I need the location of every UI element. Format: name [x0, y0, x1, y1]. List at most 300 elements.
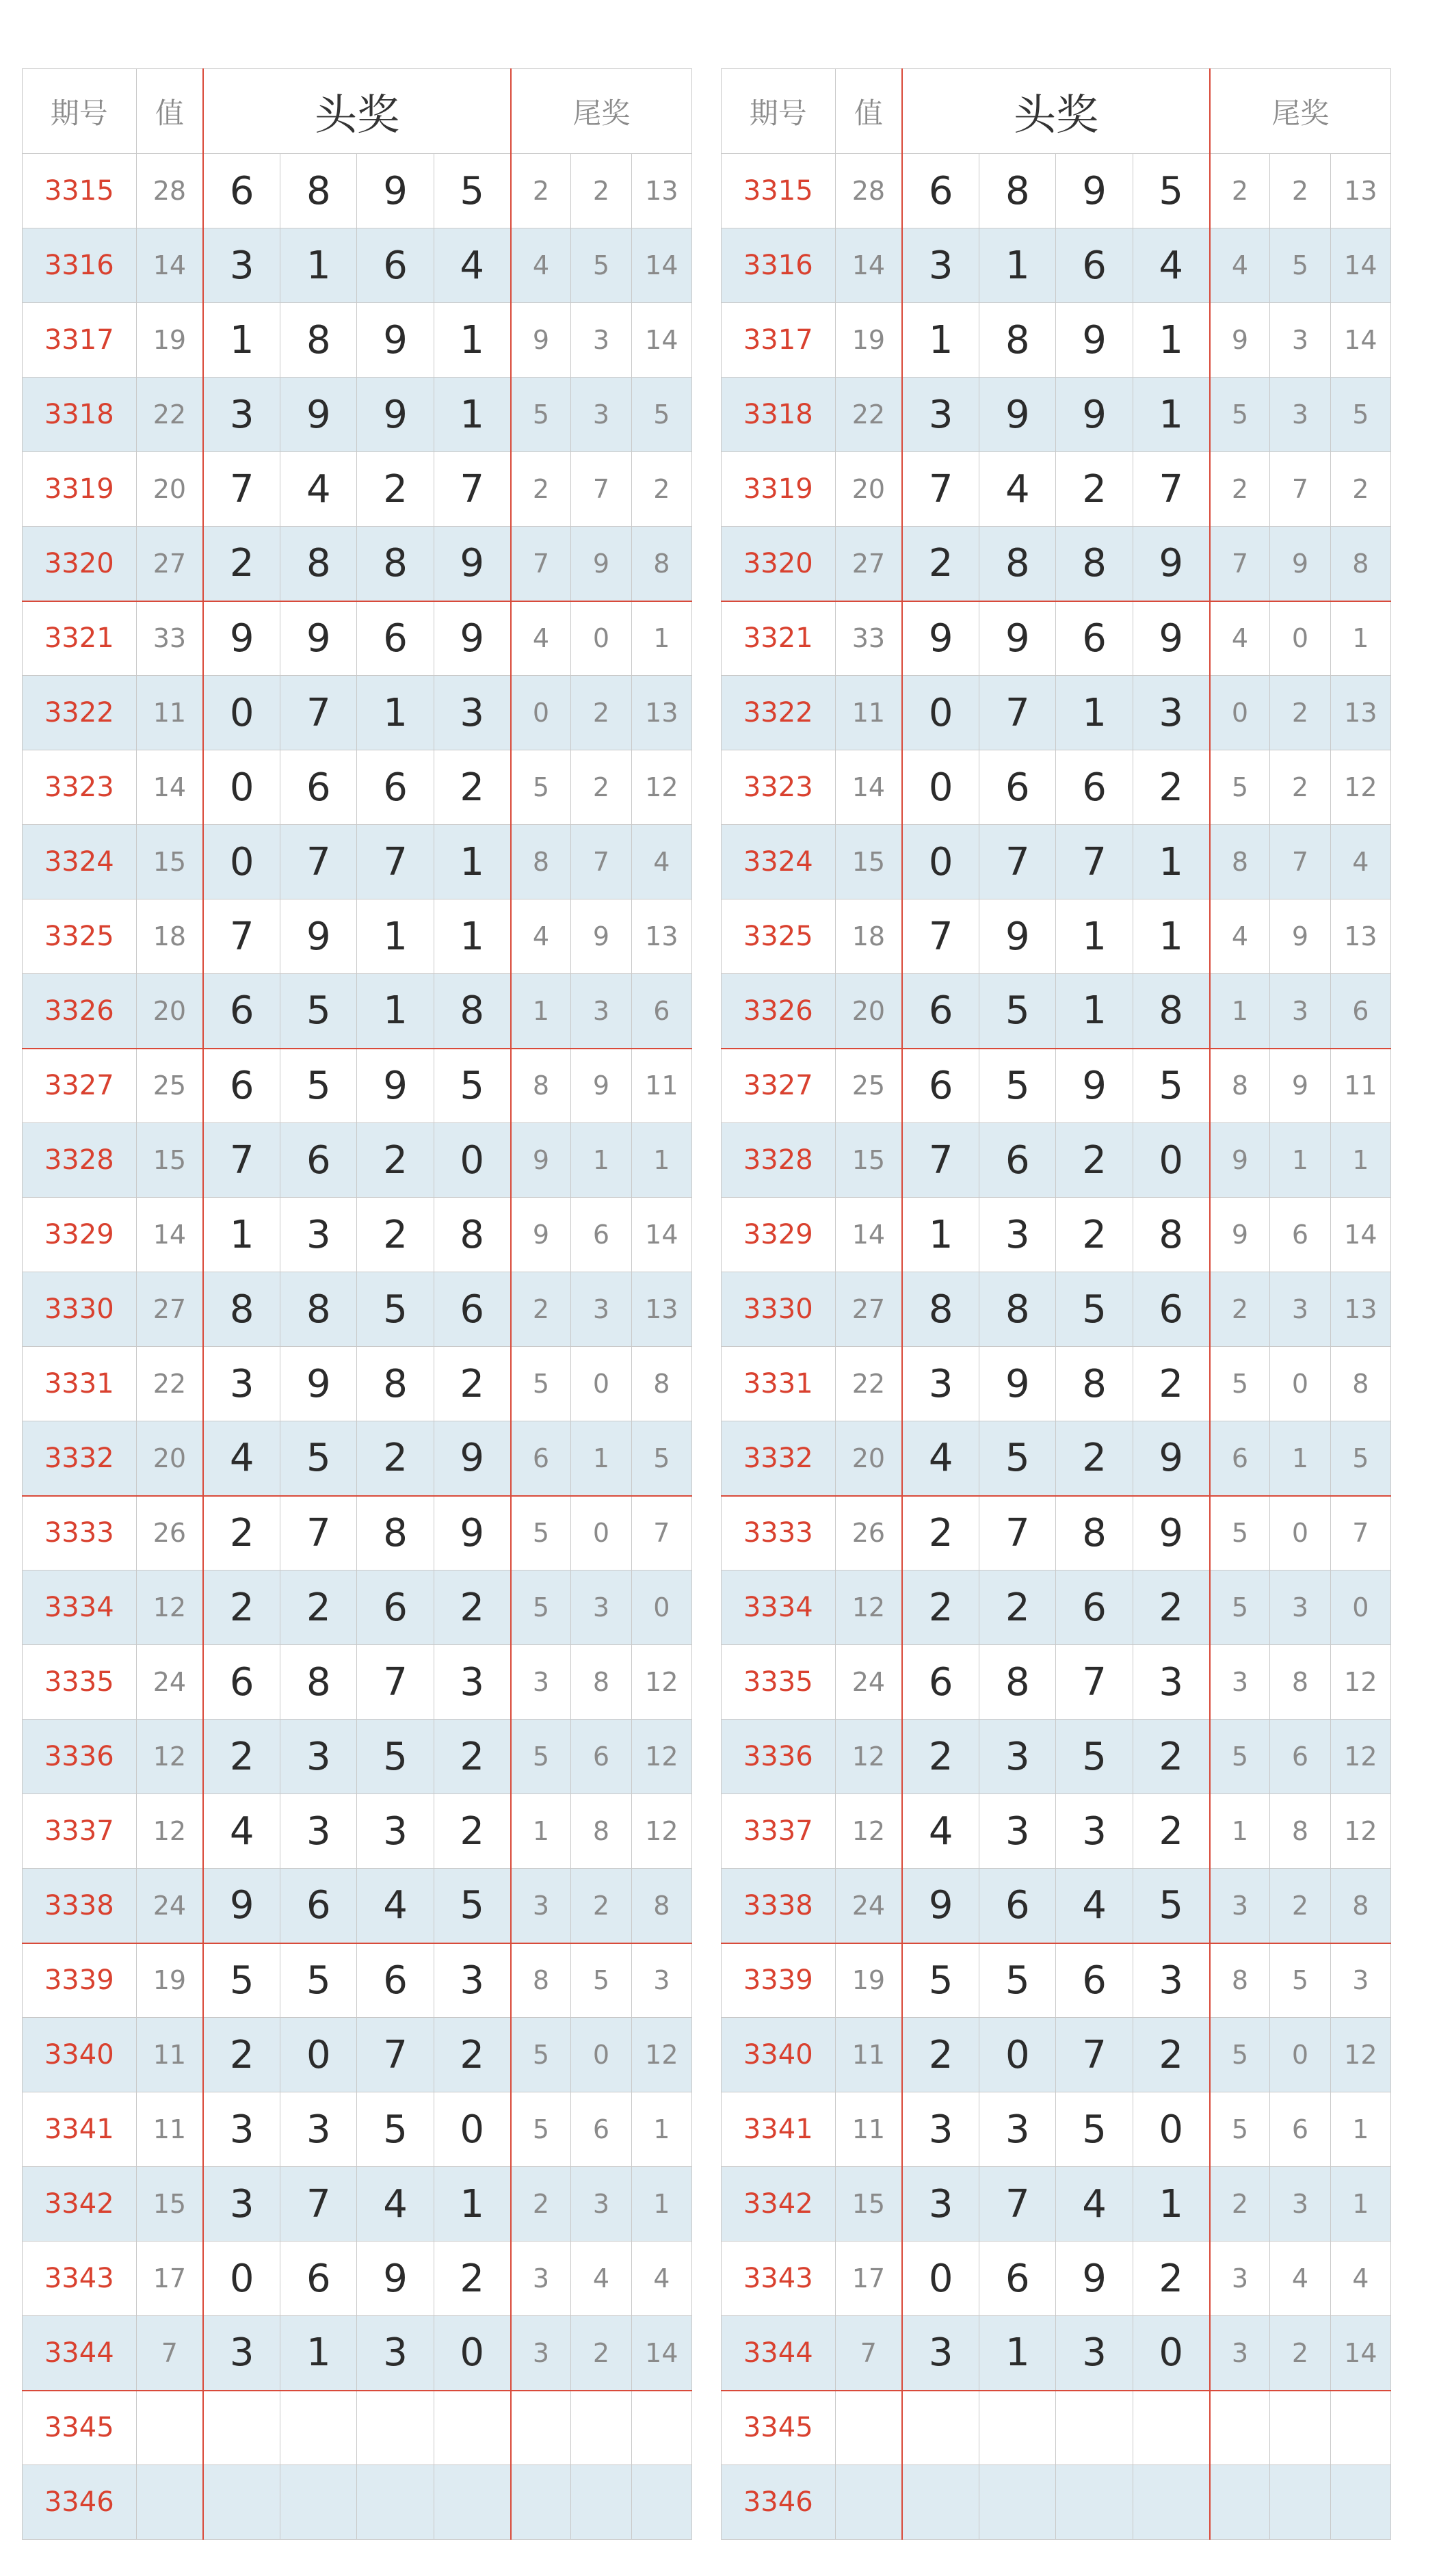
tail-cell: 3: [571, 2167, 631, 2242]
prize-digit-cell: 1: [434, 303, 510, 378]
prize-digit-cell: 7: [357, 1645, 434, 1720]
table-row: [23, 2316, 692, 2391]
issue-cell: 3320: [722, 527, 836, 601]
issue-cell: 3336: [23, 1720, 137, 1794]
tail-cell: 11: [631, 1049, 691, 1123]
value-cell: 12: [835, 1570, 902, 1645]
value-cell: 24: [136, 1869, 203, 1943]
table-row: [722, 1869, 1391, 1943]
prize-digit-cell: 6: [979, 1869, 1056, 1943]
prize-digit-cell: 9: [1133, 527, 1209, 601]
prize-digit-cell: 6: [203, 154, 280, 228]
tail-cell: 3: [571, 974, 631, 1049]
tail-cell: 3: [511, 2242, 571, 2316]
table-row: [23, 1869, 692, 1943]
prize-digit-cell: 9: [434, 527, 510, 601]
prize-digit-cell: 3: [280, 1198, 357, 1272]
prize-digit-cell: 6: [902, 1645, 979, 1720]
value-cell: 20: [835, 974, 902, 1049]
prize-digit-cell: [434, 2465, 510, 2540]
value-cell: 15: [136, 1123, 203, 1198]
prize-digit-cell: 9: [357, 154, 434, 228]
prize-digit-cell: 6: [203, 1645, 280, 1720]
results-table: [22, 68, 692, 2540]
tail-cell: 13: [631, 899, 691, 974]
prize-digit-cell: 2: [1133, 1570, 1209, 1645]
tail-cell: 0: [1270, 1496, 1330, 1570]
table-row: [722, 825, 1391, 899]
table-row: [23, 1123, 692, 1198]
tail-cell: 1: [1210, 1794, 1270, 1869]
header-value: 值: [835, 69, 902, 154]
tail-cell: 11: [1330, 1049, 1390, 1123]
tail-cell: 7: [511, 527, 571, 601]
prize-digit-cell: 2: [434, 2018, 510, 2092]
prize-digit-cell: 9: [1056, 1049, 1133, 1123]
tail-cell: 12: [631, 1720, 691, 1794]
value-cell: 19: [136, 303, 203, 378]
prize-digit-cell: 5: [280, 1943, 357, 2018]
prize-digit-cell: 2: [434, 1570, 510, 1645]
prize-digit-cell: 3: [357, 1794, 434, 1869]
prize-digit-cell: 6: [902, 1049, 979, 1123]
tail-cell: 1: [631, 2167, 691, 2242]
prize-digit-cell: 4: [203, 1421, 280, 1496]
issue-cell: 3338: [722, 1869, 836, 1943]
tail-cell: 12: [1330, 1794, 1390, 1869]
tail-cell: 1: [571, 1123, 631, 1198]
value-cell: 15: [136, 2167, 203, 2242]
tail-cell: 8: [511, 1943, 571, 2018]
table-row: [23, 378, 692, 452]
prize-digit-cell: 6: [1056, 1943, 1133, 2018]
prize-digit-cell: 8: [1056, 1347, 1133, 1421]
tail-cell: 1: [511, 1794, 571, 1869]
prize-digit-cell: 2: [203, 1570, 280, 1645]
tail-cell: 5: [1210, 1720, 1270, 1794]
prize-digit-cell: 6: [979, 750, 1056, 825]
tail-cell: 5: [511, 378, 571, 452]
prize-digit-cell: 5: [357, 2092, 434, 2167]
prize-digit-cell: 9: [357, 1049, 434, 1123]
tail-cell: 2: [1270, 750, 1330, 825]
prize-digit-cell: 9: [1133, 601, 1209, 676]
prize-digit-cell: 3: [280, 1794, 357, 1869]
prize-digit-cell: 3: [979, 1198, 1056, 1272]
prize-digit-cell: 6: [1056, 228, 1133, 303]
value-cell: 11: [136, 676, 203, 750]
prize-digit-cell: 7: [434, 452, 510, 527]
prize-digit-cell: 6: [280, 1123, 357, 1198]
tail-cell: 13: [631, 154, 691, 228]
prize-digit-cell: 3: [1056, 1794, 1133, 1869]
issue-cell: 3339: [722, 1943, 836, 2018]
prize-digit-cell: 7: [357, 2018, 434, 2092]
prize-digit-cell: [1056, 2391, 1133, 2465]
issue-cell: 3316: [23, 228, 137, 303]
prize-digit-cell: 7: [280, 825, 357, 899]
prize-digit-cell: 2: [203, 527, 280, 601]
table-row: [722, 2391, 1391, 2465]
header-value: 值: [136, 69, 203, 154]
value-cell: 11: [835, 2018, 902, 2092]
prize-digit-cell: 5: [280, 974, 357, 1049]
tail-cell: 9: [511, 303, 571, 378]
prize-digit-cell: [434, 2391, 510, 2465]
value-cell: 15: [835, 825, 902, 899]
prize-digit-cell: 0: [203, 750, 280, 825]
prize-digit-cell: 2: [357, 1421, 434, 1496]
tail-cell: 5: [511, 1570, 571, 1645]
table-row: [722, 303, 1391, 378]
tail-cell: 3: [1270, 1570, 1330, 1645]
tail-cell: 5: [631, 1421, 691, 1496]
prize-digit-cell: 7: [902, 899, 979, 974]
prize-digit-cell: 1: [203, 303, 280, 378]
prize-digit-cell: 1: [902, 1198, 979, 1272]
value-cell: 14: [136, 1198, 203, 1272]
issue-cell: 3315: [23, 154, 137, 228]
table-row: [23, 601, 692, 676]
prize-digit-cell: [979, 2391, 1056, 2465]
tail-cell: 14: [1330, 303, 1390, 378]
prize-digit-cell: 6: [357, 1943, 434, 2018]
prize-digit-cell: 6: [357, 228, 434, 303]
prize-digit-cell: 9: [979, 378, 1056, 452]
tail-cell: [571, 2391, 631, 2465]
tail-cell: 4: [1210, 601, 1270, 676]
value-cell: 18: [835, 899, 902, 974]
prize-digit-cell: 4: [902, 1421, 979, 1496]
tail-cell: 14: [1330, 1198, 1390, 1272]
tail-cell: 12: [1330, 1645, 1390, 1720]
tail-cell: 2: [571, 750, 631, 825]
table-row: [23, 1943, 692, 2018]
tail-cell: 5: [1210, 378, 1270, 452]
header-row: [23, 69, 692, 154]
value-cell: 17: [136, 2242, 203, 2316]
prize-digit-cell: 0: [979, 2018, 1056, 2092]
value-cell: 26: [835, 1496, 902, 1570]
value-cell: 20: [835, 1421, 902, 1496]
tail-cell: 8: [631, 1347, 691, 1421]
tail-cell: 9: [1270, 527, 1330, 601]
prize-digit-cell: [902, 2391, 979, 2465]
table-row: [23, 228, 692, 303]
issue-cell: 3339: [23, 1943, 137, 2018]
table-row: [722, 527, 1391, 601]
prize-digit-cell: 9: [979, 1347, 1056, 1421]
tail-cell: 3: [1270, 2167, 1330, 2242]
prize-digit-cell: 2: [902, 2018, 979, 2092]
tail-cell: 6: [1210, 1421, 1270, 1496]
tail-cell: 4: [511, 899, 571, 974]
prize-digit-cell: 2: [203, 2018, 280, 2092]
tail-cell: 5: [1270, 228, 1330, 303]
prize-digit-cell: 1: [1056, 899, 1133, 974]
table-row: [722, 1794, 1391, 1869]
prize-digit-cell: 3: [434, 1943, 510, 2018]
table-row: [23, 527, 692, 601]
issue-cell: 3335: [23, 1645, 137, 1720]
prize-digit-cell: 3: [979, 2092, 1056, 2167]
tail-cell: 9: [1210, 1198, 1270, 1272]
prize-digit-cell: 6: [1056, 1570, 1133, 1645]
prize-digit-cell: 7: [203, 1123, 280, 1198]
prize-digit-cell: 1: [434, 2167, 510, 2242]
table-row: [23, 676, 692, 750]
table-row: [722, 974, 1391, 1049]
tail-cell: 6: [1330, 974, 1390, 1049]
tail-cell: 2: [1210, 154, 1270, 228]
tail-cell: 1: [1210, 974, 1270, 1049]
value-cell: 33: [136, 601, 203, 676]
prize-digit-cell: 2: [1056, 452, 1133, 527]
tail-cell: 8: [1270, 1645, 1330, 1720]
tail-cell: 0: [631, 1570, 691, 1645]
prize-digit-cell: 2: [902, 1496, 979, 1570]
tail-cell: 0: [1270, 2018, 1330, 2092]
prize-digit-cell: 9: [357, 378, 434, 452]
prize-digit-cell: [203, 2391, 280, 2465]
prize-digit-cell: 8: [357, 527, 434, 601]
issue-cell: 3342: [23, 2167, 137, 2242]
table-row: [23, 1198, 692, 1272]
tail-cell: 5: [511, 2092, 571, 2167]
prize-digit-cell: 9: [1133, 1421, 1209, 1496]
tail-cell: 9: [1270, 1049, 1330, 1123]
tail-cell: 5: [571, 1943, 631, 2018]
tail-cell: 3: [1270, 378, 1330, 452]
tail-cell: 6: [1270, 2092, 1330, 2167]
tail-cell: 2: [571, 676, 631, 750]
prize-digit-cell: 2: [280, 1570, 357, 1645]
prize-digit-cell: 7: [979, 1496, 1056, 1570]
prize-digit-cell: 1: [434, 825, 510, 899]
tail-cell: 2: [511, 154, 571, 228]
tail-cell: 0: [571, 1347, 631, 1421]
table-row: [23, 1645, 692, 1720]
prize-digit-cell: 2: [1133, 2018, 1209, 2092]
table-row: [722, 1049, 1391, 1123]
value-cell: 14: [136, 228, 203, 303]
tail-cell: 7: [571, 825, 631, 899]
tail-cell: 9: [571, 527, 631, 601]
issue-cell: 3330: [722, 1272, 836, 1347]
tail-cell: 1: [631, 2092, 691, 2167]
value-cell: 22: [835, 1347, 902, 1421]
prize-digit-cell: 2: [203, 1496, 280, 1570]
value-cell: 18: [136, 899, 203, 974]
prize-digit-cell: 5: [203, 1943, 280, 2018]
table-row: [23, 1570, 692, 1645]
prize-digit-cell: 0: [902, 825, 979, 899]
value-cell: [835, 2465, 902, 2540]
prize-digit-cell: 6: [203, 1049, 280, 1123]
prize-digit-cell: 5: [280, 1049, 357, 1123]
tail-cell: 3: [1270, 974, 1330, 1049]
prize-digit-cell: 6: [357, 601, 434, 676]
tail-cell: 1: [1330, 2167, 1390, 2242]
table-row: [722, 676, 1391, 750]
tail-cell: 1: [1330, 1123, 1390, 1198]
table-row: [722, 750, 1391, 825]
issue-cell: 3322: [23, 676, 137, 750]
prize-digit-cell: 2: [434, 750, 510, 825]
value-cell: 24: [835, 1869, 902, 1943]
issue-cell: 3341: [23, 2092, 137, 2167]
issue-cell: 3331: [23, 1347, 137, 1421]
prize-digit-cell: 9: [902, 601, 979, 676]
prize-digit-cell: 7: [203, 452, 280, 527]
tail-cell: 5: [1270, 1943, 1330, 2018]
issue-cell: 3324: [722, 825, 836, 899]
prize-digit-cell: 6: [902, 154, 979, 228]
tail-cell: 13: [1330, 899, 1390, 974]
prize-digit-cell: 2: [1133, 2242, 1209, 2316]
prize-digit-cell: 6: [434, 1272, 510, 1347]
value-cell: 14: [136, 750, 203, 825]
tail-cell: 0: [511, 676, 571, 750]
value-cell: 33: [835, 601, 902, 676]
prize-digit-cell: 9: [1056, 303, 1133, 378]
prize-digit-cell: 7: [1133, 452, 1209, 527]
tail-cell: 12: [631, 1645, 691, 1720]
issue-cell: 3333: [722, 1496, 836, 1570]
issue-cell: 3340: [23, 2018, 137, 2092]
prize-digit-cell: 0: [203, 2242, 280, 2316]
issue-cell: 3344: [23, 2316, 137, 2391]
header-issue: 期号: [23, 69, 137, 154]
issue-cell: 3328: [722, 1123, 836, 1198]
prize-digit-cell: 2: [1133, 1347, 1209, 1421]
table-row: [722, 1720, 1391, 1794]
prize-digit-cell: 9: [902, 1869, 979, 1943]
tail-cell: 2: [511, 1272, 571, 1347]
prize-digit-cell: 7: [902, 1123, 979, 1198]
value-cell: 7: [136, 2316, 203, 2391]
tail-cell: 2: [1210, 2167, 1270, 2242]
prize-digit-cell: 8: [280, 527, 357, 601]
tail-cell: 9: [511, 1123, 571, 1198]
issue-cell: 3315: [722, 154, 836, 228]
issue-cell: 3325: [722, 899, 836, 974]
prize-digit-cell: 0: [902, 750, 979, 825]
table-row: [23, 154, 692, 228]
prize-digit-cell: 9: [280, 1347, 357, 1421]
prize-digit-cell: 7: [280, 2167, 357, 2242]
tail-cell: 13: [1330, 1272, 1390, 1347]
table-row: [23, 2465, 692, 2540]
prize-digit-cell: 3: [203, 228, 280, 303]
prize-digit-cell: 7: [280, 676, 357, 750]
value-cell: 20: [136, 452, 203, 527]
tail-cell: 3: [1210, 1645, 1270, 1720]
prize-digit-cell: 4: [203, 1794, 280, 1869]
prize-digit-cell: 9: [979, 601, 1056, 676]
tail-cell: 6: [511, 1421, 571, 1496]
tail-cell: 1: [1270, 1123, 1330, 1198]
prize-digit-cell: 2: [902, 527, 979, 601]
value-cell: 11: [835, 676, 902, 750]
prize-digit-cell: 5: [902, 1943, 979, 2018]
issue-cell: 3346: [23, 2465, 137, 2540]
prize-digit-cell: 6: [357, 750, 434, 825]
issue-cell: 3345: [722, 2391, 836, 2465]
prize-digit-cell: 7: [1056, 1645, 1133, 1720]
tail-cell: 4: [1210, 899, 1270, 974]
prize-digit-cell: 1: [1133, 2167, 1209, 2242]
prize-digit-cell: 5: [1056, 2092, 1133, 2167]
tail-cell: 5: [1210, 1570, 1270, 1645]
tail-cell: 12: [631, 750, 691, 825]
prize-digit-cell: 1: [979, 2316, 1056, 2391]
table-row: [23, 2391, 692, 2465]
tail-cell: 3: [571, 1272, 631, 1347]
prize-digit-cell: 5: [979, 1421, 1056, 1496]
tail-cell: 3: [1270, 303, 1330, 378]
prize-digit-cell: [357, 2391, 434, 2465]
header-issue: 期号: [722, 69, 836, 154]
prize-digit-cell: 1: [1133, 825, 1209, 899]
tail-cell: 7: [631, 1496, 691, 1570]
prize-digit-cell: 9: [434, 1496, 510, 1570]
prize-digit-cell: 3: [902, 2316, 979, 2391]
prize-digit-cell: 8: [434, 1198, 510, 1272]
value-cell: 22: [136, 1347, 203, 1421]
tail-cell: 0: [571, 1496, 631, 1570]
table-body: [23, 154, 692, 2540]
prize-digit-cell: 4: [280, 452, 357, 527]
table-row: [722, 1943, 1391, 2018]
issue-cell: 3333: [23, 1496, 137, 1570]
value-cell: 7: [835, 2316, 902, 2391]
tail-cell: [631, 2465, 691, 2540]
issue-cell: 3323: [23, 750, 137, 825]
prize-digit-cell: 1: [1056, 676, 1133, 750]
prize-digit-cell: 9: [1056, 378, 1133, 452]
issue-cell: 3334: [23, 1570, 137, 1645]
prize-digit-cell: 9: [203, 1869, 280, 1943]
tail-cell: 7: [1270, 825, 1330, 899]
table-row: [23, 1347, 692, 1421]
prize-digit-cell: 0: [902, 676, 979, 750]
tail-cell: 3: [571, 303, 631, 378]
prize-digit-cell: 8: [280, 1272, 357, 1347]
lottery-table-left: [22, 68, 692, 2540]
tail-cell: [1210, 2465, 1270, 2540]
prize-digit-cell: 0: [1133, 2316, 1209, 2391]
prize-digit-cell: 3: [203, 2316, 280, 2391]
prize-digit-cell: 6: [1056, 601, 1133, 676]
tail-cell: 13: [631, 676, 691, 750]
prize-digit-cell: 3: [979, 1720, 1056, 1794]
prize-digit-cell: 0: [280, 2018, 357, 2092]
issue-cell: 3320: [23, 527, 137, 601]
prize-digit-cell: 5: [1133, 154, 1209, 228]
tail-cell: 6: [1270, 1720, 1330, 1794]
issue-cell: 3326: [23, 974, 137, 1049]
prize-digit-cell: [979, 2465, 1056, 2540]
prize-digit-cell: 9: [280, 378, 357, 452]
tail-cell: 2: [511, 452, 571, 527]
table-row: [722, 154, 1391, 228]
prize-digit-cell: 0: [203, 676, 280, 750]
tail-cell: 2: [1270, 1869, 1330, 1943]
prize-digit-cell: 8: [357, 1496, 434, 1570]
tail-cell: 1: [631, 601, 691, 676]
prize-digit-cell: 9: [979, 899, 1056, 974]
